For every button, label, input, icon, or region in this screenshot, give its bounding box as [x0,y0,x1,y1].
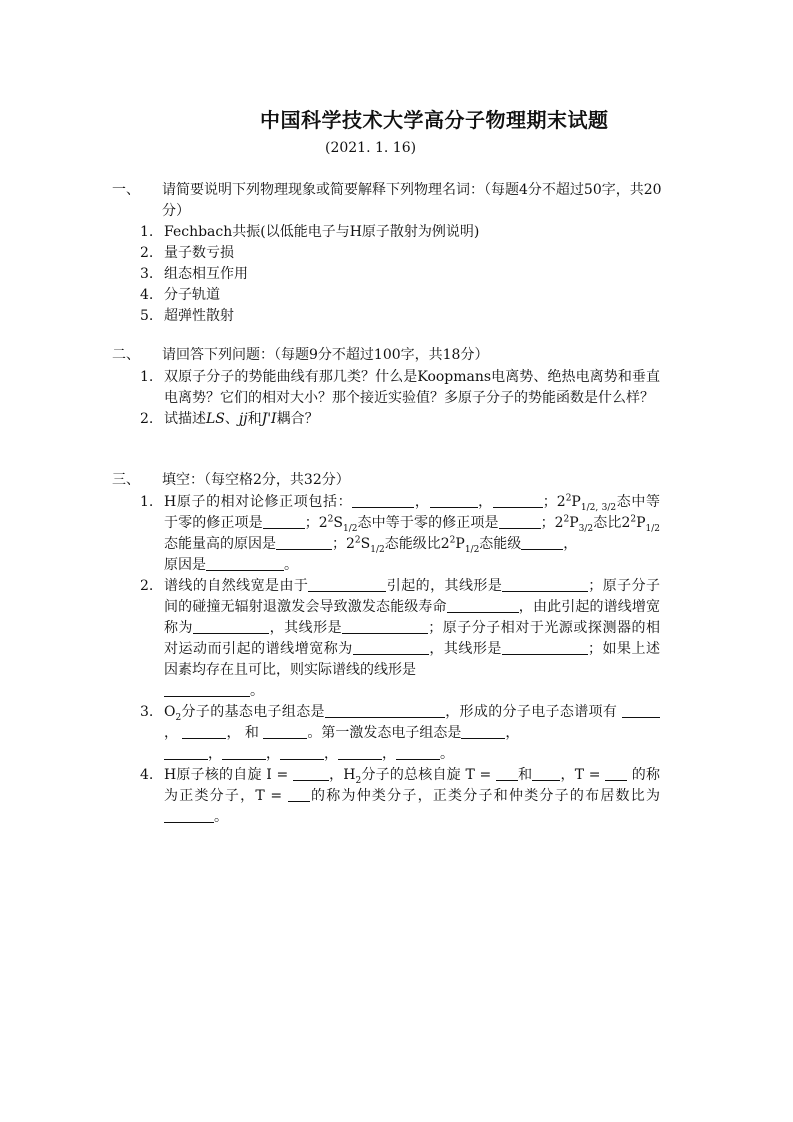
list-item: 3. 组态相互作用 [140,266,248,282]
answer-blank[interactable] [308,577,386,592]
answer-blank[interactable] [521,535,563,550]
list-item: 1. Fechbach共振(以低能电子与H原子散射为例说明) [140,224,480,240]
answer-blank[interactable] [276,535,332,550]
section-2-number: 二、 [112,347,140,363]
fill-question-4: 4. H原子核的自旋 I = ，$H_2$分子的总核自旋 T = 和 ，T = 的称为正类分子，T = 的称为仲类分子，正类分子和仲类分子的布居数比为。 [140,767,661,825]
answer-blank[interactable] [622,703,660,718]
answer-blank[interactable] [325,703,445,718]
list-item: 5. 超弹性散射 [140,308,234,324]
answer-blank[interactable] [164,682,250,697]
answer-blank[interactable] [193,619,269,634]
fill-question-2: 2. 谱线的自然线宽是由于 引起的，其线形是 ；原子分子间的碰撞无辐射退激发会导致激发态能级寿命 ，由此引起的谱线增宽称为 ，其线形是 ；原子分子相对于光源或探测器的相对运动而引起的谱线增宽称为 ，其线形是 ；如果上述因素均存在且可比，则实际谱线的线形是 。 [140,578,661,699]
answer-blank[interactable] [206,556,284,571]
answer-blank[interactable] [502,577,588,592]
answer-blank[interactable] [605,766,627,781]
answer-blank[interactable] [396,745,440,760]
list-item: 2. 试描述LS、jj和J'I耦合？ [140,411,319,427]
section-3-items [140,492,660,828]
answer-blank[interactable] [164,745,208,760]
answer-blank[interactable] [338,745,382,760]
answer-blank[interactable] [293,766,329,781]
answer-blank[interactable] [288,787,310,802]
answer-blank[interactable] [496,766,518,781]
answer-blank[interactable] [532,766,560,781]
answer-blank[interactable] [263,514,305,529]
section-1-number: 一、 [112,182,140,198]
fill-question-1: 1. H原子的相对论修正项包括： ， ， ；$2^2P_{1/2, 3/2}$态中等于零的修正项是 ；$2^2S_{1/2}$态中等于零的修正项是 ；$2^2P_{3/2}$态比$2^2P_{1/2}$态能量高的原因是 ；$2^2S_{1/2}$态能级比$2^2P_{1/2}$态能级 ， 原因是 。 [140,493,661,573]
section-1-items [140,222,660,327]
answer-blank[interactable] [502,640,588,655]
answer-blank[interactable] [280,745,324,760]
page-title: 中国科学技术大学高分子物理期末试题 [260,108,609,132]
section-3-heading: 填空：（每空格2分，共32分） [162,472,350,488]
answer-blank[interactable] [461,724,505,739]
answer-blank[interactable] [164,808,214,823]
answer-blank[interactable] [263,724,307,739]
list-item: 4. 分子轨道 [140,287,220,303]
answer-blank[interactable] [352,493,414,508]
answer-blank[interactable] [499,514,541,529]
list-item: 1. 双原子分子的势能曲线有那几类？什么是Koopmans电离势、绝热电离势和垂直电离势？它们的相对大小？那个接近实验值？多原子分子的势能函数是什么样？ [140,369,660,406]
answer-blank[interactable] [182,724,226,739]
answer-blank[interactable] [493,493,543,508]
section-3-number: 三、 [112,472,140,488]
answer-blank[interactable] [222,745,266,760]
section-2-heading: 请回答下列问题：（每题9分不超过100字，共18分） [162,347,489,363]
exam-date: (2021. 1. 16) [325,140,417,156]
list-item: 2. 量子数亏损 [140,245,234,261]
answer-blank[interactable] [353,640,429,655]
answer-blank[interactable] [447,598,519,613]
section-1-heading: 请简要说明下列物理现象或简要解释下列物理名词：（每题4分不超过50字，共20分） [162,182,662,219]
answer-blank[interactable] [342,619,428,634]
fill-question-3: 3. $O_2$分子的基态电子组态是 ，形成的分子电子态谱项有 ， ， 和 。第一激发态电子组态是 ， ， ， ， ， 。 [140,702,660,765]
answer-blank[interactable] [430,493,478,508]
section-2-items [140,367,660,430]
